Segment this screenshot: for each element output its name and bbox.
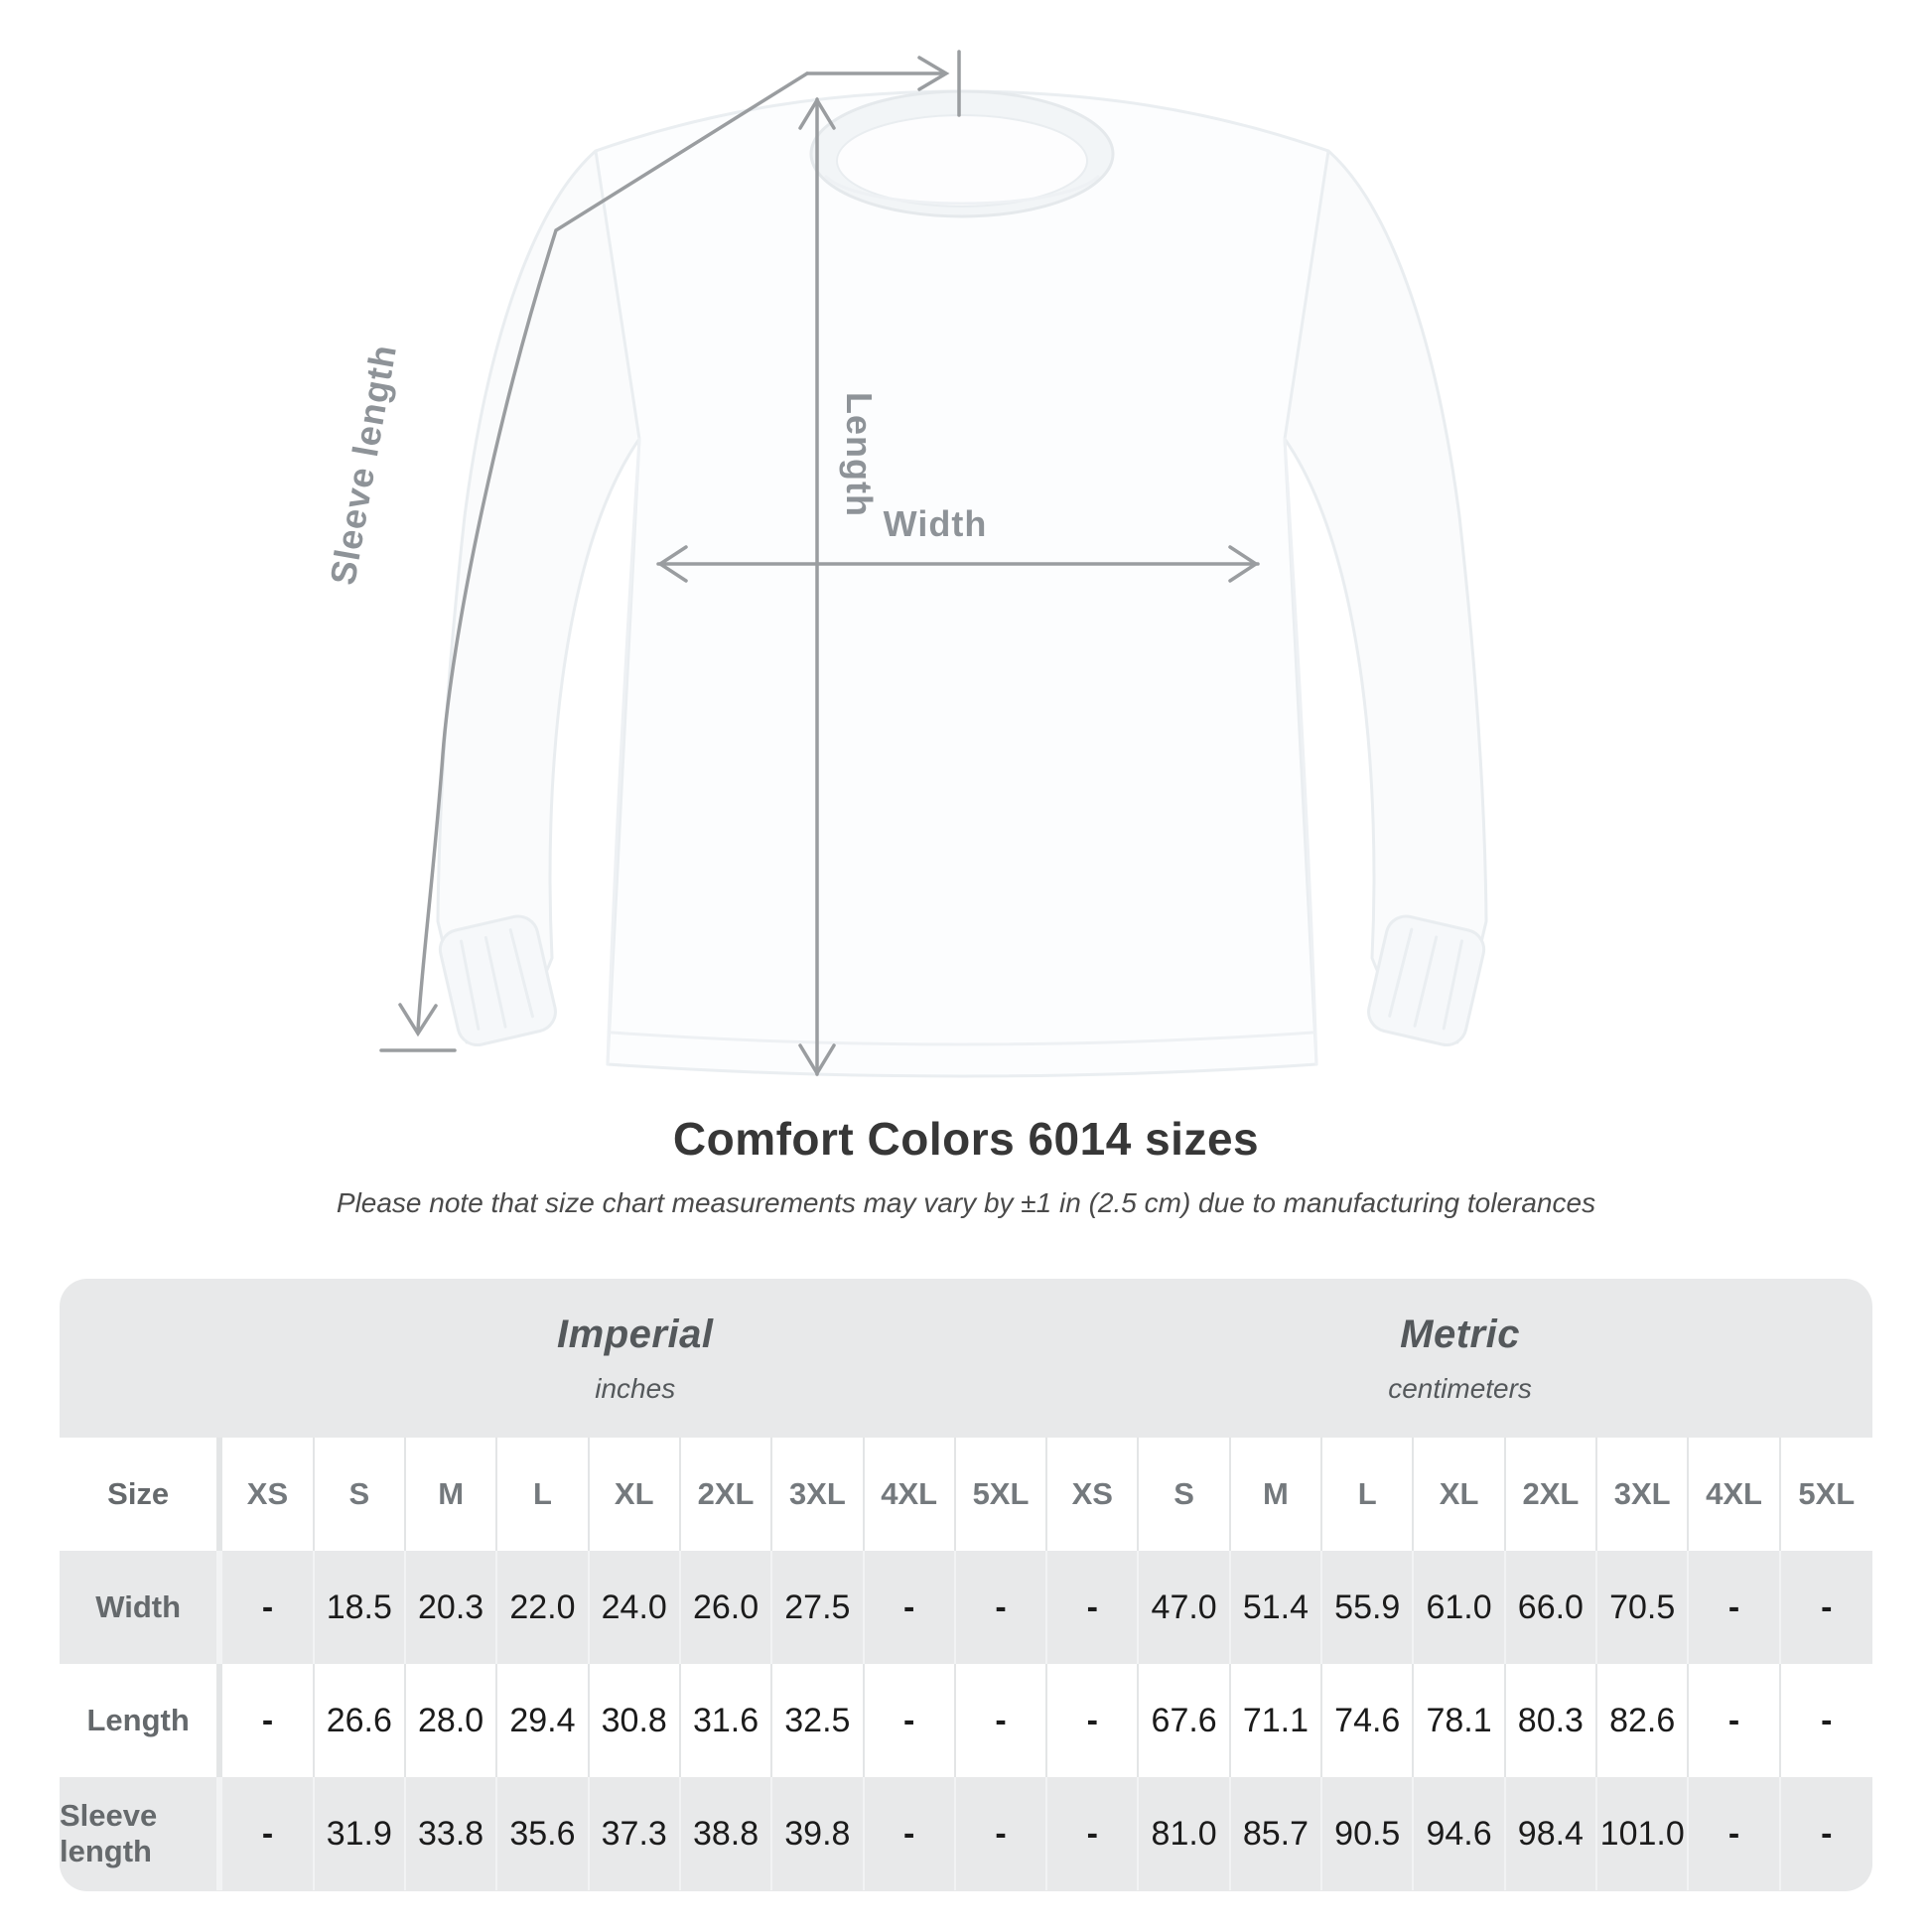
imperial-value-cell: 27.5 bbox=[772, 1551, 864, 1664]
unit-header-row bbox=[60, 1279, 1872, 1438]
imperial-unit: inches bbox=[595, 1372, 676, 1404]
size-header-cell: 5XL bbox=[1798, 1476, 1856, 1511]
metric-value-cell: 55.9 bbox=[1322, 1551, 1414, 1664]
imperial-label: Imperial bbox=[557, 1311, 714, 1356]
size-header-cell: L bbox=[497, 1438, 589, 1551]
imperial-value-cell: 33.8 bbox=[406, 1777, 497, 1890]
length-measure-label: Length bbox=[839, 392, 880, 517]
metric-value-cell: 71.1 bbox=[1231, 1664, 1322, 1777]
size-header-cell: XL bbox=[1414, 1438, 1505, 1551]
width-measure-label: Width bbox=[883, 503, 988, 544]
metric-value-cell: 66.0 bbox=[1506, 1551, 1597, 1664]
metric-value-cell: - bbox=[1047, 1664, 1139, 1777]
metric-value-cell: - bbox=[1047, 1777, 1139, 1890]
imperial-value-cell: 26.0 bbox=[681, 1551, 772, 1664]
size-column-header: Size bbox=[60, 1438, 222, 1551]
metric-value-cell: 78.1 bbox=[1414, 1664, 1505, 1777]
size-header-cell: M bbox=[406, 1438, 497, 1551]
size-header-cell: 4XL bbox=[1689, 1438, 1780, 1551]
size-header-cell: 2XL bbox=[681, 1438, 772, 1551]
measurement-row bbox=[60, 1777, 1872, 1890]
page-title: Comfort Colors 6014 sizes bbox=[672, 1113, 1260, 1165]
imperial-value-cell: 28.0 bbox=[406, 1664, 497, 1777]
imperial-value-cell: - bbox=[956, 1551, 1047, 1664]
measurement-row bbox=[60, 1664, 1872, 1777]
metric-value-cell: - bbox=[1689, 1551, 1780, 1664]
metric-value-cell: 90.5 bbox=[1322, 1777, 1414, 1890]
imperial-value-cell: - bbox=[865, 1664, 956, 1777]
metric-value-cell: - bbox=[1689, 1664, 1780, 1777]
imperial-value-cell: - bbox=[222, 1551, 314, 1664]
size-header-cell: 5XL bbox=[956, 1438, 1047, 1551]
row-label: Width bbox=[60, 1551, 222, 1664]
imperial-value-cell: 31.9 bbox=[315, 1777, 406, 1890]
tolerance-note: Please note that size chart measurements may vary by ±1 in (2.5 cm) due to manufacturing tolerances bbox=[336, 1187, 1596, 1218]
metric-value-cell: 47.0 bbox=[1139, 1551, 1230, 1664]
imperial-value-cell: 30.8 bbox=[590, 1664, 681, 1777]
metric-value-cell: 70.5 bbox=[1597, 1551, 1689, 1664]
size-header-cell: S bbox=[1139, 1438, 1230, 1551]
metric-value-cell: - bbox=[1821, 1814, 1833, 1853]
metric-value-cell: 101.0 bbox=[1597, 1777, 1689, 1890]
imperial-value-cell: - bbox=[222, 1777, 314, 1890]
imperial-value-cell: - bbox=[865, 1551, 956, 1664]
size-header-cell: 4XL bbox=[865, 1438, 956, 1551]
metric-value-cell: 85.7 bbox=[1231, 1777, 1322, 1890]
metric-value-cell: - bbox=[1047, 1551, 1139, 1664]
size-header-row bbox=[60, 1438, 1872, 1551]
size-header-cell: L bbox=[1322, 1438, 1414, 1551]
imperial-value-cell: - bbox=[222, 1664, 314, 1777]
imperial-value-cell: 31.6 bbox=[681, 1664, 772, 1777]
imperial-value-cell: 29.4 bbox=[497, 1664, 589, 1777]
imperial-header bbox=[222, 1312, 1047, 1405]
metric-value-cell: - bbox=[1821, 1587, 1833, 1626]
imperial-value-cell: 37.3 bbox=[590, 1777, 681, 1890]
size-header-cell: XS bbox=[1047, 1438, 1139, 1551]
imperial-value-cell: 35.6 bbox=[497, 1777, 589, 1890]
metric-label: Metric bbox=[1400, 1311, 1520, 1356]
metric-value-cell: 80.3 bbox=[1506, 1664, 1597, 1777]
metric-value-cell: 67.6 bbox=[1139, 1664, 1230, 1777]
metric-value-cell: 94.6 bbox=[1414, 1777, 1505, 1890]
metric-header bbox=[1047, 1312, 1872, 1405]
imperial-value-cell: 20.3 bbox=[406, 1551, 497, 1664]
metric-value-cell: - bbox=[1689, 1777, 1780, 1890]
size-header-cell: XS bbox=[222, 1438, 314, 1551]
imperial-value-cell: - bbox=[956, 1777, 1047, 1890]
size-header-cell: XL bbox=[590, 1438, 681, 1551]
metric-unit: centimeters bbox=[1388, 1372, 1532, 1404]
metric-value-cell: 51.4 bbox=[1231, 1551, 1322, 1664]
imperial-value-cell: 18.5 bbox=[315, 1551, 406, 1664]
row-label: Length bbox=[60, 1664, 222, 1777]
imperial-value-cell: - bbox=[956, 1664, 1047, 1777]
size-header-cell: S bbox=[315, 1438, 406, 1551]
size-header-cell: 3XL bbox=[772, 1438, 864, 1551]
metric-value-cell: 74.6 bbox=[1322, 1664, 1414, 1777]
size-header-cell: M bbox=[1231, 1438, 1322, 1551]
imperial-value-cell: - bbox=[865, 1777, 956, 1890]
sleeve-length-measure-label: Sleeve length bbox=[322, 341, 405, 589]
size-chart-table bbox=[60, 1279, 1872, 1891]
measurement-row bbox=[60, 1551, 1872, 1664]
imperial-value-cell: 38.8 bbox=[681, 1777, 772, 1890]
size-header-cell: 3XL bbox=[1597, 1438, 1689, 1551]
metric-value-cell: - bbox=[1821, 1701, 1833, 1739]
imperial-value-cell: 24.0 bbox=[590, 1551, 681, 1664]
imperial-value-cell: 32.5 bbox=[772, 1664, 864, 1777]
imperial-value-cell: 22.0 bbox=[497, 1551, 589, 1664]
row-label: Sleeve length bbox=[60, 1777, 222, 1890]
size-header-cell: 2XL bbox=[1506, 1438, 1597, 1551]
imperial-value-cell: 26.6 bbox=[315, 1664, 406, 1777]
metric-value-cell: 82.6 bbox=[1597, 1664, 1689, 1777]
metric-value-cell: 98.4 bbox=[1506, 1777, 1597, 1890]
metric-value-cell: 61.0 bbox=[1414, 1551, 1505, 1664]
metric-value-cell: 81.0 bbox=[1139, 1777, 1230, 1890]
imperial-value-cell: 39.8 bbox=[772, 1777, 864, 1890]
